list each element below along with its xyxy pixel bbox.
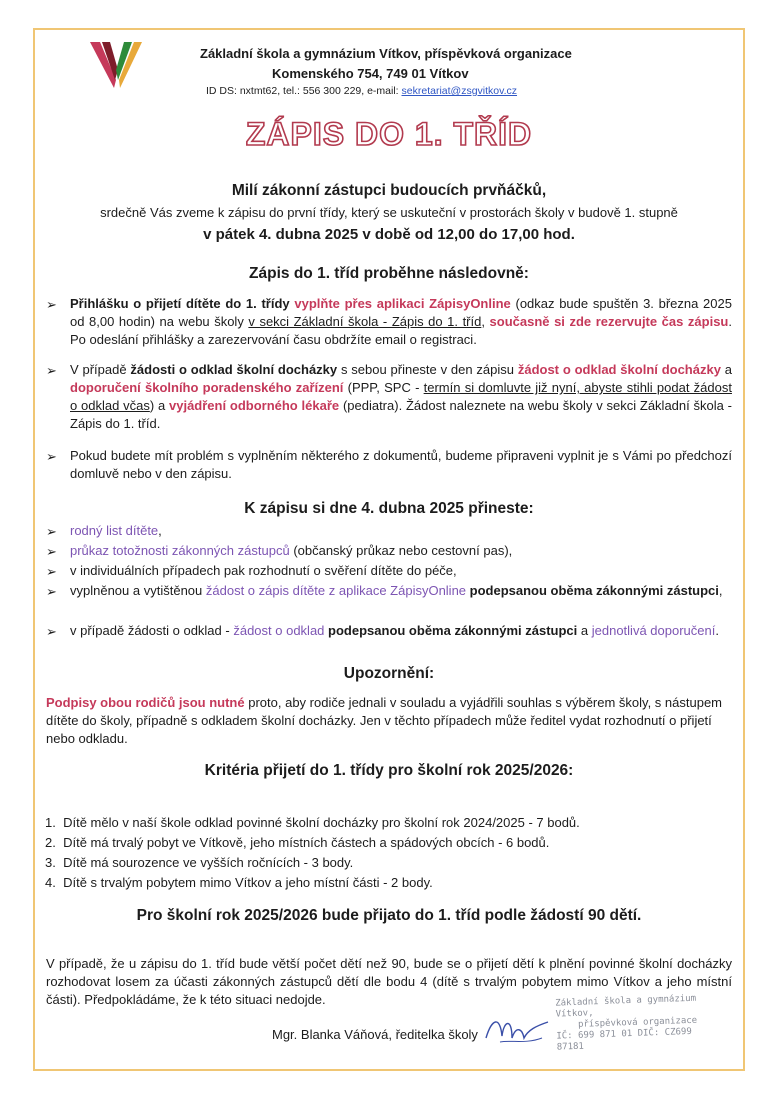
acceptance-heading: Pro školní rok 2025/2026 bude přijato do 1. tříd podle žádostí 90 dětí. [136,907,642,924]
bring-item-3: v individuálních případech pak rozhodnutí o svěření dítěte do péče, [70,563,457,578]
criteria-text: Dítě má sourozence ve vyšších ročnících - 3 body. [63,855,354,870]
b2-j: vyjádření odborného lékaře [169,398,340,413]
criteria-num: 3. [45,855,56,870]
b2-f: doporučení školního poradenského zařízení [70,380,344,395]
warning-text [46,694,732,748]
org-contact [206,85,517,97]
i4-a: vyplněnou a vytištěnou [70,583,203,598]
warning-a: Podpisy obou rodičů jsou nutné [46,695,245,710]
procedure-heading: Zápis do 1. tříd proběhne následovně: [249,265,529,282]
b2-d: žádost o odklad školní docházky [517,362,721,377]
b2-k: (pediatra). Žádost naleznete na webu školy v sekci Základní škola - Zápis do 1. tříd. [70,398,732,431]
org-name: Základní škola a gymnázium Vítkov, příspěvková organizace [200,46,572,61]
criteria-num: 2. [45,835,56,850]
criteria-item [45,855,353,870]
arrow-bullet-icon: ➢ [46,297,57,312]
school-stamp [555,993,707,1053]
criteria-text: Dítě má trvalý pobyt ve Vítkově, jeho místních částech a spádových obcích - 6 bodů. [63,835,550,850]
acceptance-text: V případě, že u zápisu do 1. tříd bude větší počet dětí než 90, bude se o přijetí dětí k plnění povinné školní docházky rozhodovat losem za účasti zákonných zástupců dětí dle bodu 4 (dítě s trvalým pobytem mimo Vítkov a jeho místní části). Předpokládáme, že k této situaci nedojde. [46,956,732,1007]
criteria-num: 1. [45,815,56,830]
criteria-item [45,875,433,890]
stamp-line-3: IČ: 699 871 01 DIČ: CZ699 87181 [556,1026,692,1053]
criteria-item [45,835,549,850]
invite-text: srdečně Vás zveme k zápisu do první třídy, který se uskuteční v prostorách školy v budově 1. stupně [100,205,678,220]
i4-c: podepsanou oběma zákonnými zástupci [469,583,719,598]
greeting: Milí zákonní zástupci budoucích prvňáčků, [231,182,547,199]
i2-a: průkaz totožnosti zákonných zástupců [70,543,290,558]
procedure-item-2 [70,361,732,433]
arrow-bullet-icon: ➢ [46,524,57,539]
criteria-num: 4. [45,875,56,890]
i5-b: žádost o odklad [233,623,325,638]
b2-i: ) a [149,398,166,413]
arrow-bullet-icon: ➢ [46,449,57,464]
arrow-bullet-icon: ➢ [46,624,57,639]
b1-g: . Po odeslání přihlášky a zarezervování času obdržíte email o registraci. [70,314,732,347]
arrow-bullet-icon: ➢ [46,564,57,579]
bring-item-1 [70,522,732,540]
date-line: v pátek 4. dubna 2025 v době od 12,00 do 17,00 hod. [203,226,575,243]
b2-g: (PPP, SPC - [347,380,420,395]
b2-e: a [724,362,733,377]
page-title: ZÁPIS DO 1. TŘÍD [245,116,533,152]
email-link[interactable]: sekretariat@zsgvitkov.cz [401,85,518,97]
i5-f: . [715,623,719,638]
bring-item-4 [70,582,732,600]
signature-line: Mgr. Blanka Váňová, ředitelka školy [272,1027,478,1042]
i1-b: , [158,523,162,538]
i5-a: v případě žádosti o odklad - [70,623,230,638]
criteria-item [45,815,580,830]
bring-item-2 [70,542,732,560]
warning-b: proto, aby rodiče jednali v souladu a vyjádřili souhlas s výběrem školy, s nástupem dítěte do školy, případně s odkladem školní docházky. Jen v těchto případech může ředitel vydat rozhodnutí o přijetí nebo odkladu. [46,695,723,746]
i1-a: rodný list dítěte [70,523,159,538]
b2-h: termín si domluvte již nyní, abyste stihli podat žádost o odklad včas [70,380,732,413]
i5-c: podepsanou oběma zákonnými zástupci [328,623,578,638]
i4-d: , [718,583,723,598]
b2-b: žádosti o odklad školní docházky [130,362,338,377]
b1-link[interactable]: v sekci Základní škola - Zápis do 1. tříd [248,314,482,329]
b2-a: V případě [70,362,127,377]
warning-heading: Upozornění: [343,665,435,682]
b1-b: vyplňte přes aplikaci ZápisyOnline [294,296,511,311]
i5-d: a [580,623,589,638]
stamp-line-1: Základní škola a gymnázium Vítkov, [555,993,697,1020]
org-address: Komenského 754, 749 01 Vítkov [272,66,469,81]
procedure-item-1 [70,295,732,349]
criteria-heading: Kritéria přijetí do 1. třídy pro školní rok 2025/2026: [204,762,574,779]
bring-item-5 [70,622,732,640]
procedure-item-3: Pokud budete mít problém s vyplněním některého z dokumentů, budeme připraveni vyplnit je s Vámi po předchozí domluvě nebo v den zápisu. [70,448,732,481]
arrow-bullet-icon: ➢ [46,544,57,559]
stamp-line-2: příspěvková organizace [577,1015,698,1030]
arrow-bullet-icon: ➢ [46,584,57,599]
criteria-text: Dítě s trvalým pobytem mimo Vítkov a jeho místní části - 2 body. [63,875,433,890]
b1-f: současně si zde rezervujte čas zápisu [489,314,729,329]
b2-c: s sebou přineste v den zápisu [340,362,515,377]
arrow-bullet-icon: ➢ [46,363,57,378]
contact-text: ID DS: nxtmt62, tel.: 556 300 229, e-mail: [206,85,402,97]
b1-c: (odkaz bude spuštěn 3. března 2025 od 8,00 hodin) na webu školy [70,296,732,329]
b1-a: Přihlášku o přijetí dítěte do 1. třídy [70,296,290,311]
school-logo [90,40,142,90]
b1-e: , [481,314,485,329]
handwritten-signature [482,1008,552,1048]
i4-b: žádost o zápis dítěte z aplikace ZápisyOnline [205,583,467,598]
i5-e: jednotlivá doporučení [591,623,716,638]
criteria-text: Dítě mělo v naší škole odklad povinné školní docházky pro školní rok 2024/2025 - 7 bodů. [63,815,580,830]
bring-heading: K zápisu si dne 4. dubna 2025 přineste: [244,500,534,517]
i2-b: (občanský průkaz nebo cestovní pas), [293,543,513,558]
